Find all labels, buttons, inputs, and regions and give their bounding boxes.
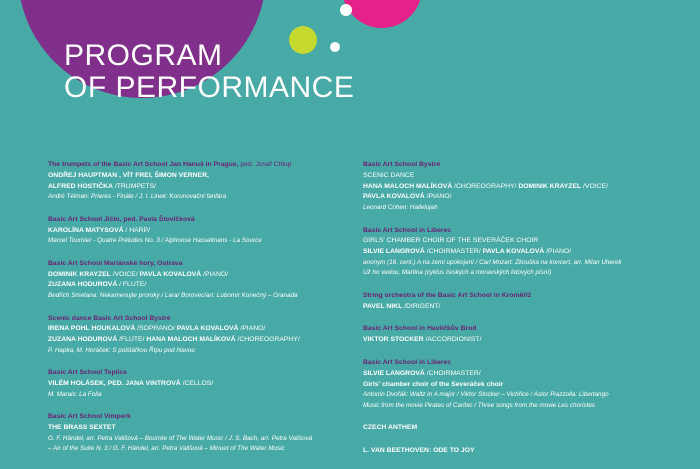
repertoire: M. Marais: La Folia [48, 390, 102, 398]
performer-role: /FLUTE/ [117, 336, 147, 344]
performer-role: /ACCORDIONIST/ [423, 336, 482, 344]
performer-name: PAVEL NIKL [363, 302, 403, 310]
performer-role: /TRUMPETS/ [112, 182, 157, 190]
performer-name: DOMINIK KRAYZEL [518, 182, 582, 190]
school-name: Basic Art School Bystré [363, 161, 441, 168]
repertoire: Antonín Dvořák: Waltz in A major / Viktor Stocker – Vichřice / Astor Piazzolla: Libertango [363, 391, 609, 399]
performer-name: SILVIE LANGROVÁ [363, 248, 425, 256]
program-left-column [48, 160, 348, 467]
teacher-name: ped. Josef Chlup [238, 161, 292, 168]
school-name: Scenic dance Basic Art School Bystré [48, 314, 171, 322]
performer-role: /PIANO/ [238, 325, 266, 333]
white-dot-decoration [340, 4, 352, 16]
repertoire: Leonard Cohen: Hallelujah [363, 204, 438, 212]
school-name: Basic Art School Jičín, ped. Pavla Štovíčková [48, 215, 195, 223]
performer-name: HANA MALOCH MALÍKOVÁ [363, 182, 453, 190]
performer-role: / FLUTE/ [117, 281, 147, 289]
school-name: Basic Art School in Liberec [363, 358, 452, 366]
performer-name: SILVIE LANGROVÁ [363, 369, 425, 377]
performer-name: PAVLA KOVALOVÁ [363, 193, 425, 201]
performer-name: VILÉM HOLÁSEK, PED. JANA VINTROVÁ [48, 380, 181, 388]
performer-name: THE BRASS SEXTET [48, 424, 116, 432]
performer-role: /CHOREOGRAPHY/ [452, 182, 519, 190]
performer-role: /CELLOS/ [180, 380, 214, 388]
repertoire: anonym (16. cent.) A na zemi upokojení / Carl Mozart: Zkouška na koncert, arr. Milan Uherek [363, 258, 622, 266]
program-item [48, 412, 348, 454]
school-name: Basic Art School in Havlíčkův Brod [363, 325, 477, 333]
performer-name: PAVLA KOVALOVÁ [176, 325, 239, 333]
program-item [48, 314, 348, 357]
finale-item: L. VAN BEETHOVEN: ODE TO JOY [363, 446, 475, 454]
performer-name: KAROLÍNA MATYSOVÁ [48, 226, 124, 234]
program-item [363, 446, 693, 457]
performer-name: PAVLA KOVALOVÁ [139, 270, 202, 278]
repertoire: André Télman: Prieres - Finále / J. I. Linek: Korunovační fanfára [48, 193, 227, 201]
performer-role: /CHOIRMASTER/ [424, 248, 483, 256]
school-name: String orchestra of the Basic Art School in Kroměříž [363, 291, 532, 299]
performer-name: HANA MALOCH MALÍKOVÁ [146, 336, 236, 344]
performer-name: VIKTOR STOCKER [363, 336, 424, 344]
program-item [363, 358, 693, 411]
school-name: Basic Art School in Liberec [363, 226, 452, 234]
school-name: Basic Art School Mariánské hory, Ostrava [48, 259, 183, 267]
program-item [363, 423, 693, 434]
performer-name: ZUZANA HODUROVÁ [48, 281, 118, 289]
program-item [48, 215, 348, 247]
program-item [48, 368, 348, 400]
repertoire: – Air of the Suite N. 3 / G. F. Händel, arr. Petra Vališová – Minuet of The Water Music [48, 445, 285, 453]
performer-role: / HARP/ [123, 226, 150, 234]
repertoire: Už ho vedou, Martina (cyklus českých a moravských lidových písní) [363, 269, 552, 277]
performer-role: /SOPRANO/ [135, 325, 177, 333]
performer-role: /CHOIRMASTER/ [424, 369, 481, 377]
performer-name: ONDŘEJ HAUPTMAN , VÍT FREI, ŠIMON VERNER, [48, 171, 209, 179]
repertoire: P. Hapka, M. Horáček: S polštářkou Řípu pod hlavou [48, 346, 195, 354]
anthem-item: CZECH ANTHEM [363, 424, 418, 432]
performer-name: ZUZANA HODUROVÁ [48, 336, 118, 344]
performer-role: /PIANO/ [201, 270, 229, 278]
repertoire: Music from the movie Pirates of Caribic / Three songs from the movie Les choristes [363, 401, 596, 409]
program-item [48, 259, 348, 302]
performer-name: DOMINIK KRAYZEL [48, 270, 111, 278]
performer-role: /VOICE/ [110, 270, 140, 278]
program-item [363, 160, 693, 214]
ensemble-name: Girls' chamber choir of the Severáček choir [363, 380, 504, 388]
program-item [48, 160, 348, 203]
program-right-column [363, 160, 693, 469]
school-name: The trumpets of the Basic Art School Jan Hanuš in Prague, [48, 161, 239, 168]
performer-name: PAVLA KOVALOVÁ [482, 248, 545, 256]
program-item [363, 291, 693, 313]
performer-role: /PIANO/ [544, 248, 572, 256]
repertoire: Marcel Tournier - Quatre Préludes No. 3 / Alphonse Hasselmans - La Source [48, 237, 262, 245]
ensemble-name: SCENIC DANCE [363, 171, 415, 179]
page-title-line-2: OF PERFORMANCE [64, 71, 355, 104]
program-item [363, 226, 693, 279]
ensemble-name: GIRLS' CHAMBER CHOIR OF THE SEVERÁČEK CHOIR [363, 237, 539, 245]
magenta-circle-decoration [342, 0, 422, 28]
school-name: Basic Art School Teplice [48, 369, 127, 377]
performer-role: /PIANO/ [424, 193, 452, 201]
performer-name: ALFRED HOSTIČKA [48, 182, 113, 190]
repertoire: G. F. Händel, arr. Petra Vališová – Bourrée of The Water Music / J. S. Bach, arr. Petra Vališová [48, 434, 313, 442]
performer-name: IRENA POHL HOUKALOVÁ [48, 325, 136, 333]
page-title-line-1: PROGRAM [64, 39, 223, 72]
performer-role: /DIRIGENT/ [402, 302, 441, 310]
performer-role: /CHOREOGRAPHY/ [235, 336, 300, 344]
repertoire: Bedřich Smetana: Nekamenujte proroky / Lara/ Borovec/arr. Lubomír Konečný – Granada [48, 292, 298, 300]
school-name: Basic Art School Vimperk [48, 413, 131, 421]
performer-role: /VOICE/ [581, 182, 608, 190]
program-item [363, 324, 693, 346]
